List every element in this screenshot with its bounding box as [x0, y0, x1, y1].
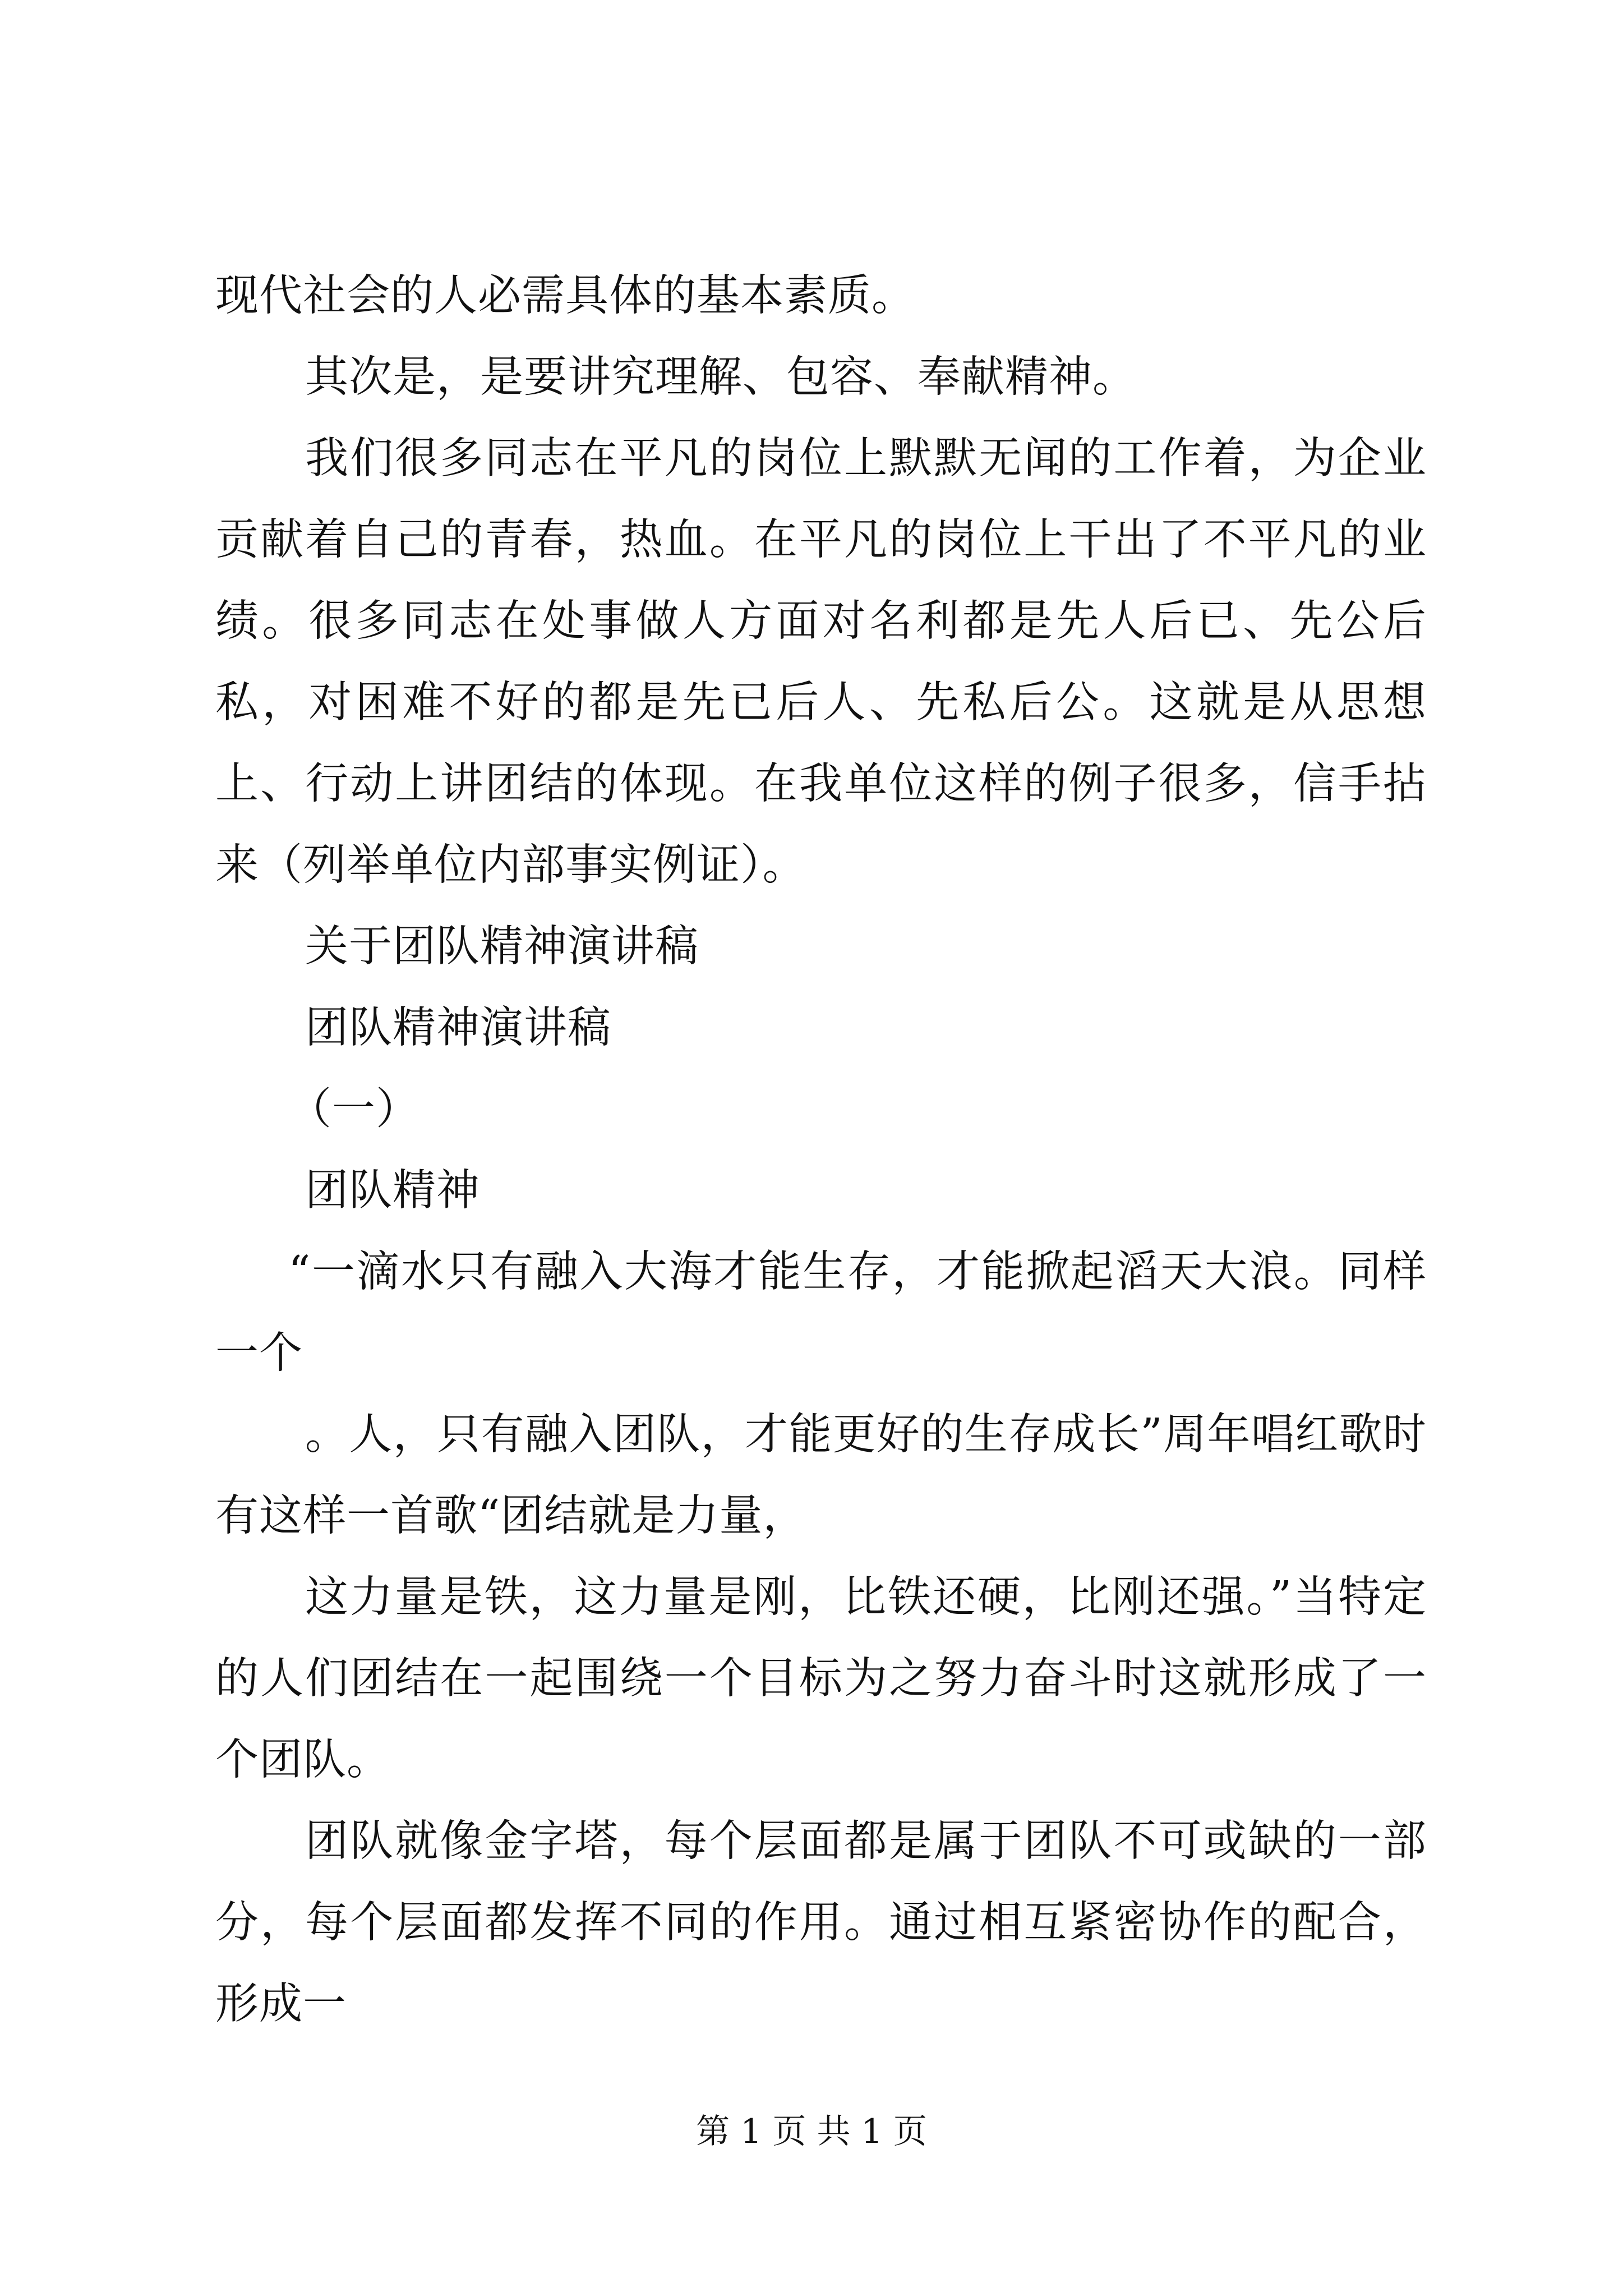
paragraph-4: 关于团队精神演讲稿: [305, 922, 699, 972]
paragraph-10: 这力量是铁，这力量是刚，比铁还硬，比刚还强。”当特定的人们团结在一起围绕一个目标为之努力奋斗时这就形成了一个团队。: [215, 1572, 1427, 1785]
document-body: [215, 255, 1427, 2045]
page-number-label: 第 1 页 共 1 页: [696, 2112, 927, 2151]
paragraph-6: （一）: [288, 1084, 419, 1134]
paragraph-7: 团队精神: [305, 1166, 480, 1216]
paragraph-9: 。人，只有融入团队，才能更好的生存成长”周年唱红歌时有这样一首歌“团结就是力量，: [215, 1410, 1427, 1541]
paragraph-5: 团队精神演讲稿: [305, 1003, 611, 1053]
paragraph-8: “一滴水只有融入大海才能生存，才能掀起滔天大浪。同样一个: [215, 1247, 1427, 1378]
paragraph-2: 其次是，是要讲究理解、包容、奉献精神。: [305, 352, 1136, 402]
paragraph-11: 团队就像金字塔，每个层面都是属于团队不可或缺的一部分，每个层面都发挥不同的作用。通过相互紧密协作的配合，形成一: [215, 1816, 1427, 2029]
paragraph-3: 我们很多同志在平凡的岗位上默默无闻的工作着，为企业贡献着自己的青春，热血。在平凡的岗位上干出了不平凡的业绩。很多同志在处事做人方面对名利都是先人后已、先公后私，对困难不好的都是先已后人、先私后公。这就是从思想上、行动上讲团结的体现。在我单位这样的例子很多，信手拈来（列举单位内部事实例证）。: [215, 434, 1427, 890]
paragraph-1: 现代社会的人必需具体的基本素质。: [215, 271, 915, 321]
page-footer: [0, 2109, 1623, 2154]
